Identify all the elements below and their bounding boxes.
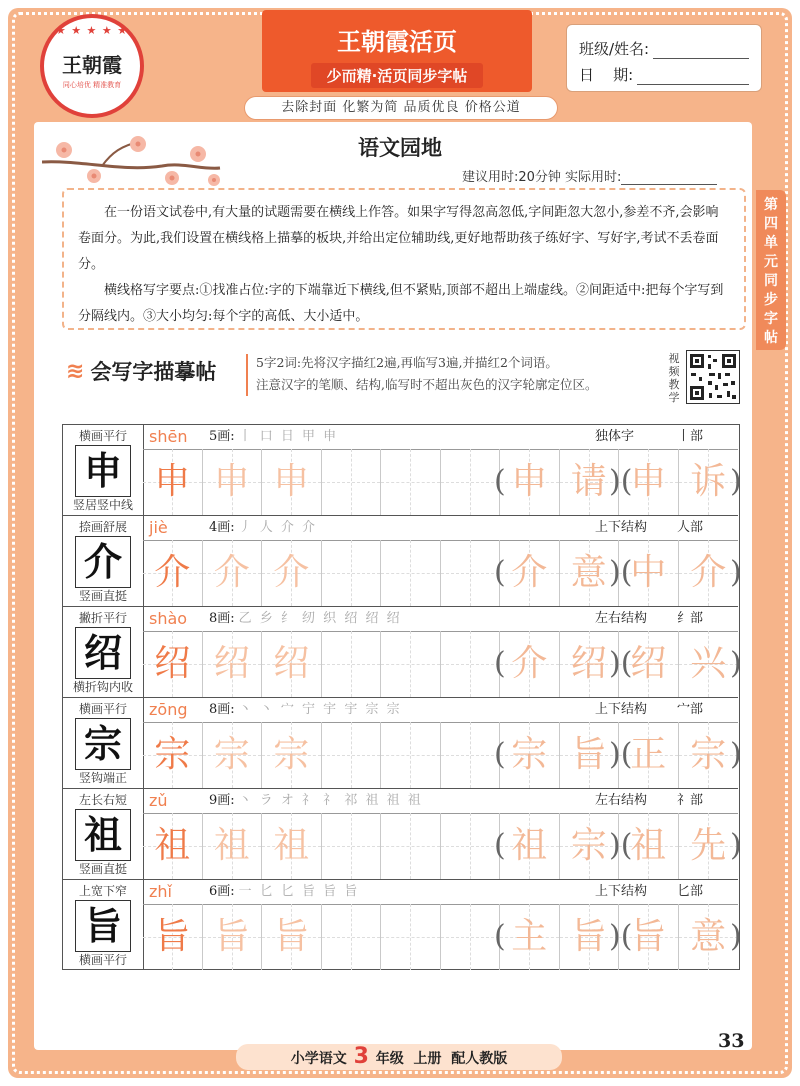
writing-grid (143, 904, 742, 970)
date-label: 日 期: (579, 66, 634, 84)
writing-grid (143, 813, 742, 879)
model-character: 绍 (75, 627, 131, 679)
intro-paragraph-2: 横线格写字要点:①找准占位:字的下端靠近下横线,但不紧贴,顶部不超出上端虚线。②间距适中:把每个字写到分隔线内。③大小均匀:每个字的高低、大小适中。 (78, 283, 724, 324)
blank-writing-cell[interactable] (322, 631, 382, 697)
structure: 上下结构 (595, 884, 648, 899)
trace-character: 介 (154, 552, 191, 593)
brand-banner (262, 10, 532, 92)
trace-cell (500, 904, 560, 970)
trace-character: 兴 (690, 643, 727, 684)
wave-icon: ≋ (66, 358, 85, 384)
blank-writing-cell[interactable] (322, 904, 382, 970)
word-parenthesis: ( (494, 555, 506, 590)
pinyin: shào (149, 609, 188, 628)
tip-bottom: 横折钩内收 (72, 680, 133, 694)
word-parenthesis: )( (609, 646, 633, 681)
practice-row (63, 698, 742, 789)
word-parenthesis: ) (730, 646, 742, 681)
practice-row (63, 516, 742, 607)
trace-character: 先 (690, 825, 727, 866)
trace-character: 旨 (570, 916, 607, 957)
blank-writing-cell[interactable] (381, 540, 441, 606)
tip-top: 横画平行 (78, 429, 127, 443)
model-character: 旨 (75, 900, 131, 952)
time-note (462, 166, 717, 185)
side-tab-char: 同 (764, 273, 778, 289)
stroke-count: 8画: (209, 611, 235, 626)
trace-character: 介 (690, 552, 727, 593)
blank-writing-cell[interactable] (381, 631, 441, 697)
trace-character: 旨 (630, 916, 667, 957)
blank-writing-cell[interactable] (322, 813, 382, 879)
char-info-row (143, 880, 738, 905)
blank-writing-cell[interactable] (322, 449, 382, 515)
stroke-sequence: 一 匕 匕 旨 旨 旨 (238, 884, 360, 899)
word-parenthesis: ( (494, 646, 506, 681)
tip-bottom: 竖钩端正 (78, 771, 127, 785)
trace-cell (203, 904, 263, 970)
structure: 独体字 (595, 429, 635, 444)
class-name-row (579, 33, 749, 59)
blank-writing-cell[interactable] (441, 449, 501, 515)
trace-cell (262, 813, 322, 879)
blank-writing-cell[interactable] (322, 722, 382, 788)
trace-character: 绍 (273, 643, 310, 684)
trace-character: 宗 (570, 825, 607, 866)
trace-cell (500, 631, 560, 697)
trace-cell (262, 722, 322, 788)
model-character: 祖 (75, 809, 131, 861)
trace-cell (262, 540, 322, 606)
writing-grid (143, 722, 742, 788)
tip-top: 横画平行 (78, 702, 127, 716)
trace-character: 诉 (690, 461, 727, 502)
writing-grid (143, 449, 742, 515)
time-field[interactable] (621, 172, 717, 185)
pinyin: zǔ (149, 791, 168, 810)
radical: 人部 (677, 520, 704, 535)
stroke-info (209, 698, 402, 722)
trace-cell (203, 631, 263, 697)
trace-cell (203, 813, 263, 879)
trace-cell (500, 813, 560, 879)
radical: 宀部 (677, 702, 704, 717)
trace-cell (143, 449, 203, 515)
trace-character: 旨 (213, 916, 250, 957)
pinyin: jiè (149, 518, 168, 537)
intro-box (62, 188, 746, 330)
practice-row (63, 789, 742, 880)
char-tip-cell (63, 698, 144, 788)
trace-cell (262, 631, 322, 697)
stroke-info (209, 516, 317, 540)
word-parenthesis: )( (609, 555, 633, 590)
footer-grade-suffix: 年级 上册 配人教版 (375, 1051, 508, 1067)
radical: 匕部 (677, 884, 704, 899)
instruction-line-2: 注意汉字的笔顺、结构,临写时不超出灰色的汉字轮廓定位区。 (256, 377, 598, 392)
practice-row (63, 425, 742, 516)
page-number: 33 (718, 1030, 745, 1052)
model-character: 介 (75, 536, 131, 588)
word-parenthesis: ) (730, 828, 742, 863)
radical: 礻部 (677, 793, 704, 808)
stroke-info (209, 880, 359, 904)
char-info-row (143, 607, 738, 632)
intro-paragraph-1: 在一份语文试卷中,有大量的试题需要在横线上作答。如果字写得忽高忽低,字间距忽大忽小,参差不齐,会影响卷面分。为此,我们设置在横线格上描摹的板块,并给出定位辅助线,更好地帮助孩子练好字、写好字,考试不丢卷面分。 (78, 205, 719, 272)
tip-top: 左长右短 (78, 793, 127, 807)
date-row (579, 59, 749, 85)
blank-writing-cell[interactable] (381, 904, 441, 970)
trace-character: 祖 (154, 825, 191, 866)
blank-writing-cell[interactable] (381, 722, 441, 788)
tip-top: 捺画舒展 (78, 520, 127, 534)
trace-character: 正 (630, 734, 667, 775)
trace-character: 宗 (690, 734, 727, 775)
trace-character: 祖 (630, 825, 667, 866)
trace-character: 宗 (213, 734, 250, 775)
footer-subject: 小学语文 (290, 1051, 347, 1067)
time-note-text: 建议用时:20分钟 实际用时: (462, 170, 622, 185)
tip-bottom: 竖居竖中线 (72, 498, 133, 512)
heading-divider (246, 354, 248, 396)
trace-character: 申 (273, 461, 310, 502)
word-parenthesis: ( (494, 737, 506, 772)
stroke-sequence: 丨 口 日 甲 申 (238, 429, 339, 444)
trace-character: 介 (511, 552, 548, 593)
class-name-field[interactable] (653, 42, 749, 59)
structure: 上下结构 (595, 702, 648, 717)
stroke-sequence: 丶 丶 宀 宁 宇 宇 宗 宗 (238, 702, 402, 717)
char-info-row (143, 789, 738, 814)
trace-cell (203, 540, 263, 606)
word-parenthesis: ( (494, 919, 506, 954)
blank-writing-cell[interactable] (381, 813, 441, 879)
stroke-info (209, 789, 423, 813)
trace-character: 介 (213, 552, 250, 593)
tip-bottom: 横画平行 (78, 953, 127, 967)
structure: 左右结构 (595, 611, 648, 626)
char-tip-cell (63, 607, 144, 697)
stroke-count: 8画: (209, 702, 235, 717)
blank-writing-cell[interactable] (441, 904, 501, 970)
blank-writing-cell[interactable] (381, 449, 441, 515)
stroke-count: 4画: (209, 520, 235, 535)
trace-character: 宗 (511, 734, 548, 775)
practice-table (62, 424, 740, 970)
word-parenthesis: ) (730, 919, 742, 954)
stroke-count: 9画: (209, 793, 235, 808)
writing-grid (143, 631, 742, 697)
trace-cell (203, 449, 263, 515)
trace-cell (262, 904, 322, 970)
logo-sub: 同心培优 精准教育 (62, 80, 122, 89)
word-parenthesis: )( (609, 919, 633, 954)
word-parenthesis: ( (494, 828, 506, 863)
footer-bar (236, 1044, 562, 1070)
trace-cell (500, 449, 560, 515)
structure: 左右结构 (595, 793, 648, 808)
trace-character: 介 (273, 552, 310, 593)
word-parenthesis: ) (730, 737, 742, 772)
trace-character: 祖 (213, 825, 250, 866)
practice-instructions (256, 352, 676, 396)
star-icons: ★ ★ ★ ★ ★ (55, 24, 129, 37)
model-character: 宗 (75, 718, 131, 770)
stroke-sequence: 乙 乡 纟 纫 织 绍 绍 绍 (238, 611, 402, 626)
practice-heading (66, 356, 216, 386)
char-tip-cell (63, 425, 144, 515)
side-tab-char: 第 (764, 197, 778, 213)
trace-character: 主 (511, 916, 548, 957)
practice-row (63, 880, 742, 970)
stroke-sequence: 丿 人 介 介 (238, 520, 318, 535)
side-tab-char: 元 (764, 254, 778, 270)
trace-cell (500, 540, 560, 606)
qr-label: 视频教学 (668, 352, 680, 404)
char-tip-cell (63, 789, 144, 879)
practice-row (63, 607, 742, 698)
word-parenthesis: ( (494, 464, 506, 499)
radical: 纟部 (677, 611, 704, 626)
trace-character: 意 (690, 916, 727, 957)
blank-writing-cell[interactable] (441, 631, 501, 697)
trace-character: 绍 (570, 643, 607, 684)
trace-cell (500, 722, 560, 788)
trace-character: 宗 (154, 734, 191, 775)
trace-character: 旨 (570, 734, 607, 775)
trace-cell (143, 631, 203, 697)
trace-character: 意 (570, 552, 607, 593)
char-tip-cell (63, 880, 144, 970)
word-parenthesis: ) (730, 464, 742, 499)
pinyin: shēn (149, 427, 188, 446)
footer-grade: 3 (353, 1044, 369, 1069)
instruction-line-1: 5字2词:先将汉字描红2遍,再临写3遍,并描红2个词语。 (256, 355, 558, 370)
word-parenthesis: ) (730, 555, 742, 590)
trace-character: 请 (570, 461, 607, 502)
trace-cell (143, 813, 203, 879)
trace-character: 旨 (273, 916, 310, 957)
tip-top: 撇折平行 (78, 611, 127, 625)
trace-character: 绍 (630, 643, 667, 684)
blank-writing-cell[interactable] (322, 540, 382, 606)
trace-cell (203, 722, 263, 788)
radical: 丨部 (677, 429, 704, 444)
model-character: 申 (75, 445, 131, 497)
side-tab-char: 帖 (764, 330, 778, 346)
trace-character: 绍 (154, 643, 191, 684)
pinyin: zhǐ (149, 882, 172, 901)
trace-character: 祖 (273, 825, 310, 866)
logo-text: 王朝霞 (62, 52, 122, 77)
structure: 上下结构 (595, 520, 648, 535)
stroke-count: 5画: (209, 429, 235, 444)
tip-top: 上宽下窄 (78, 884, 127, 898)
blank-writing-cell[interactable] (441, 540, 501, 606)
side-tab-char: 单 (764, 235, 778, 251)
blank-writing-cell[interactable] (441, 813, 501, 879)
trace-cell (143, 540, 203, 606)
trace-character: 绍 (213, 643, 250, 684)
tip-bottom: 竖画直挺 (78, 862, 127, 876)
trace-character: 申 (213, 461, 250, 502)
side-tab-char: 步 (764, 292, 778, 308)
stroke-info (209, 425, 338, 449)
date-field[interactable] (637, 68, 749, 85)
practice-title: 会写字描摹帖 (90, 360, 217, 384)
word-parenthesis: )( (609, 737, 633, 772)
trace-character: 介 (511, 643, 548, 684)
word-parenthesis: )( (609, 828, 633, 863)
trace-character: 祖 (511, 825, 548, 866)
brand-subtitle: 少而精·活页同步字帖 (311, 63, 484, 88)
unit-side-tab (756, 190, 786, 350)
class-name-label: 班级/姓名: (579, 40, 650, 58)
section-title: 语文园地 (358, 136, 442, 160)
student-info-box (566, 24, 762, 92)
tip-bottom: 竖画直挺 (78, 589, 127, 603)
trace-character: 申 (511, 461, 548, 502)
writing-grid (143, 540, 742, 606)
trace-character: 旨 (154, 916, 191, 957)
trace-character: 申 (630, 461, 667, 502)
trace-cell (262, 449, 322, 515)
blank-writing-cell[interactable] (441, 722, 501, 788)
char-tip-cell (63, 516, 144, 606)
trace-character: 宗 (273, 734, 310, 775)
trace-cell (143, 722, 203, 788)
char-info-row (143, 516, 738, 541)
trace-cell (143, 904, 203, 970)
side-tab-char: 四 (764, 216, 778, 232)
qr-code-icon[interactable] (686, 350, 740, 404)
trace-character: 中 (630, 552, 667, 593)
slogan: 去除封面 化繁为简 品质优良 价格公道 (244, 96, 558, 120)
side-tab-char: 字 (764, 311, 778, 327)
char-info-row (143, 698, 738, 723)
pinyin: zōng (149, 700, 188, 719)
stroke-info (209, 607, 402, 631)
stroke-sequence: 丶 ラ オ 礻 礻 祁 祖 祖 祖 (238, 793, 423, 808)
brand-logo (40, 14, 144, 118)
stroke-count: 6画: (209, 884, 235, 899)
trace-character: 申 (154, 461, 191, 502)
word-parenthesis: )( (609, 464, 633, 499)
char-info-row (143, 425, 738, 450)
brand-title: 王朝霞活页 (337, 27, 457, 56)
